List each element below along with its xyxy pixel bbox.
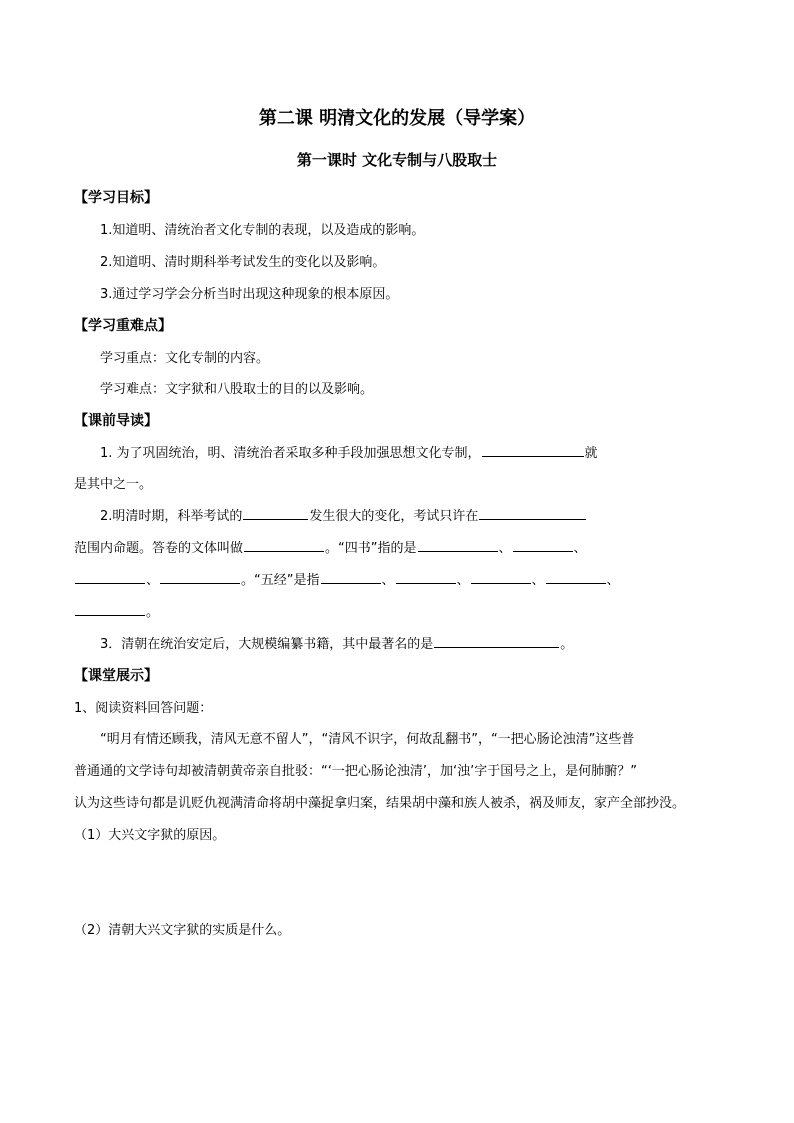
classroom-task: 1、阅读资料回答问题： xyxy=(74,701,213,716)
preview-q1-text: 1. 为了巩固统治，明、清统治者采取多种手段加强思想文化专制， xyxy=(100,446,481,461)
answer-blank[interactable] xyxy=(546,570,606,584)
key-point-focus: 学习重点：文化专制的内容。 xyxy=(100,351,270,366)
answer-blank[interactable] xyxy=(434,634,559,648)
separator: 、 xyxy=(456,573,470,588)
answer-blank[interactable] xyxy=(482,443,584,457)
goal-item-3: 3.通过学习学会分析当时出现这种现象的根本原因。 xyxy=(100,287,399,302)
answer-blank[interactable] xyxy=(479,506,586,520)
answer-blank[interactable] xyxy=(75,602,145,616)
answer-blank[interactable] xyxy=(471,570,531,584)
material-line-3: 认为这些诗句都是讥贬仇视满清命将胡中藻捉拿归案，结果胡中藻和族人被杀，祸及师友，家产全部抄没。 xyxy=(74,796,686,811)
material-line-1: “明月有情还顾我，清风无意不留人”，“清风不识字，何故乱翻书”，“一把心肠论浊清”这些普 xyxy=(100,732,635,747)
answer-blank[interactable] xyxy=(160,570,240,584)
goal-item-2: 2.知道明、清时期科举考试发生的变化以及影响。 xyxy=(100,255,386,270)
answer-blank[interactable] xyxy=(396,570,456,584)
separator: 、 xyxy=(498,541,512,556)
separator: 、 xyxy=(531,573,545,588)
section-heading-classroom: 【课堂展示】 xyxy=(74,668,158,684)
classroom-question-1: （1）大兴文字狱的原因。 xyxy=(74,828,226,843)
goal-item-1: 1.知道明、清统治者文化专制的表现，以及造成的影响。 xyxy=(100,223,425,238)
separator: 、 xyxy=(573,541,587,556)
answer-blank[interactable] xyxy=(418,538,498,552)
preview-question-1 xyxy=(100,442,598,461)
preview-q2-text: 。“四书”指的是 xyxy=(325,541,417,556)
preview-q2-text: 2.明清时期，科举考试的 xyxy=(100,509,243,524)
preview-question-1-cont: 是其中之一。 xyxy=(74,477,153,492)
preview-question-2-line4 xyxy=(74,601,159,620)
answer-blank[interactable] xyxy=(244,538,324,552)
answer-blank[interactable] xyxy=(75,570,145,584)
section-heading-goals: 【学习目标】 xyxy=(74,190,158,206)
classroom-question-2: （2）清朝大兴文字狱的实质是什么。 xyxy=(74,923,291,938)
preview-question-3 xyxy=(100,633,573,652)
answer-blank[interactable] xyxy=(513,538,573,552)
period: 。 xyxy=(560,637,574,652)
page-subtitle: 第一课时 文化专制与八股取士 xyxy=(296,151,498,169)
key-point-difficulty: 学习难点：文字狱和八股取士的目的以及影响。 xyxy=(100,382,374,397)
preview-q1-text-end: 就 xyxy=(584,446,598,461)
preview-q2-text: 范围内命题。答卷的文体叫做 xyxy=(74,541,244,556)
period: 。 xyxy=(146,605,160,620)
separator: 、 xyxy=(146,573,160,588)
section-heading-preview: 【课前导读】 xyxy=(74,413,158,429)
preview-question-2-line3 xyxy=(74,569,620,588)
answer-blank[interactable] xyxy=(243,506,308,520)
preview-q3-text: 3．清朝在统治安定后，大规模编纂书籍，其中最著名的是 xyxy=(100,637,434,652)
material-line-2: 普通通的文学诗句却被清朝黄帝亲自批驳：“‘一把心肠论浊清’，加‘浊’字于国号之上，是何肺腑？” xyxy=(74,764,637,779)
preview-question-2-line2 xyxy=(74,537,587,556)
section-heading-key-points: 【学习重难点】 xyxy=(74,318,172,334)
preview-q2-text: 。“五经”是指 xyxy=(241,573,320,588)
separator: 、 xyxy=(606,573,620,588)
preview-question-2 xyxy=(100,505,587,524)
page-title: 第二课 明清文化的发展（导学案） xyxy=(258,108,536,129)
preview-q2-text: 发生很大的变化，考试只许在 xyxy=(309,509,479,524)
separator: 、 xyxy=(381,573,395,588)
answer-blank[interactable] xyxy=(321,570,381,584)
